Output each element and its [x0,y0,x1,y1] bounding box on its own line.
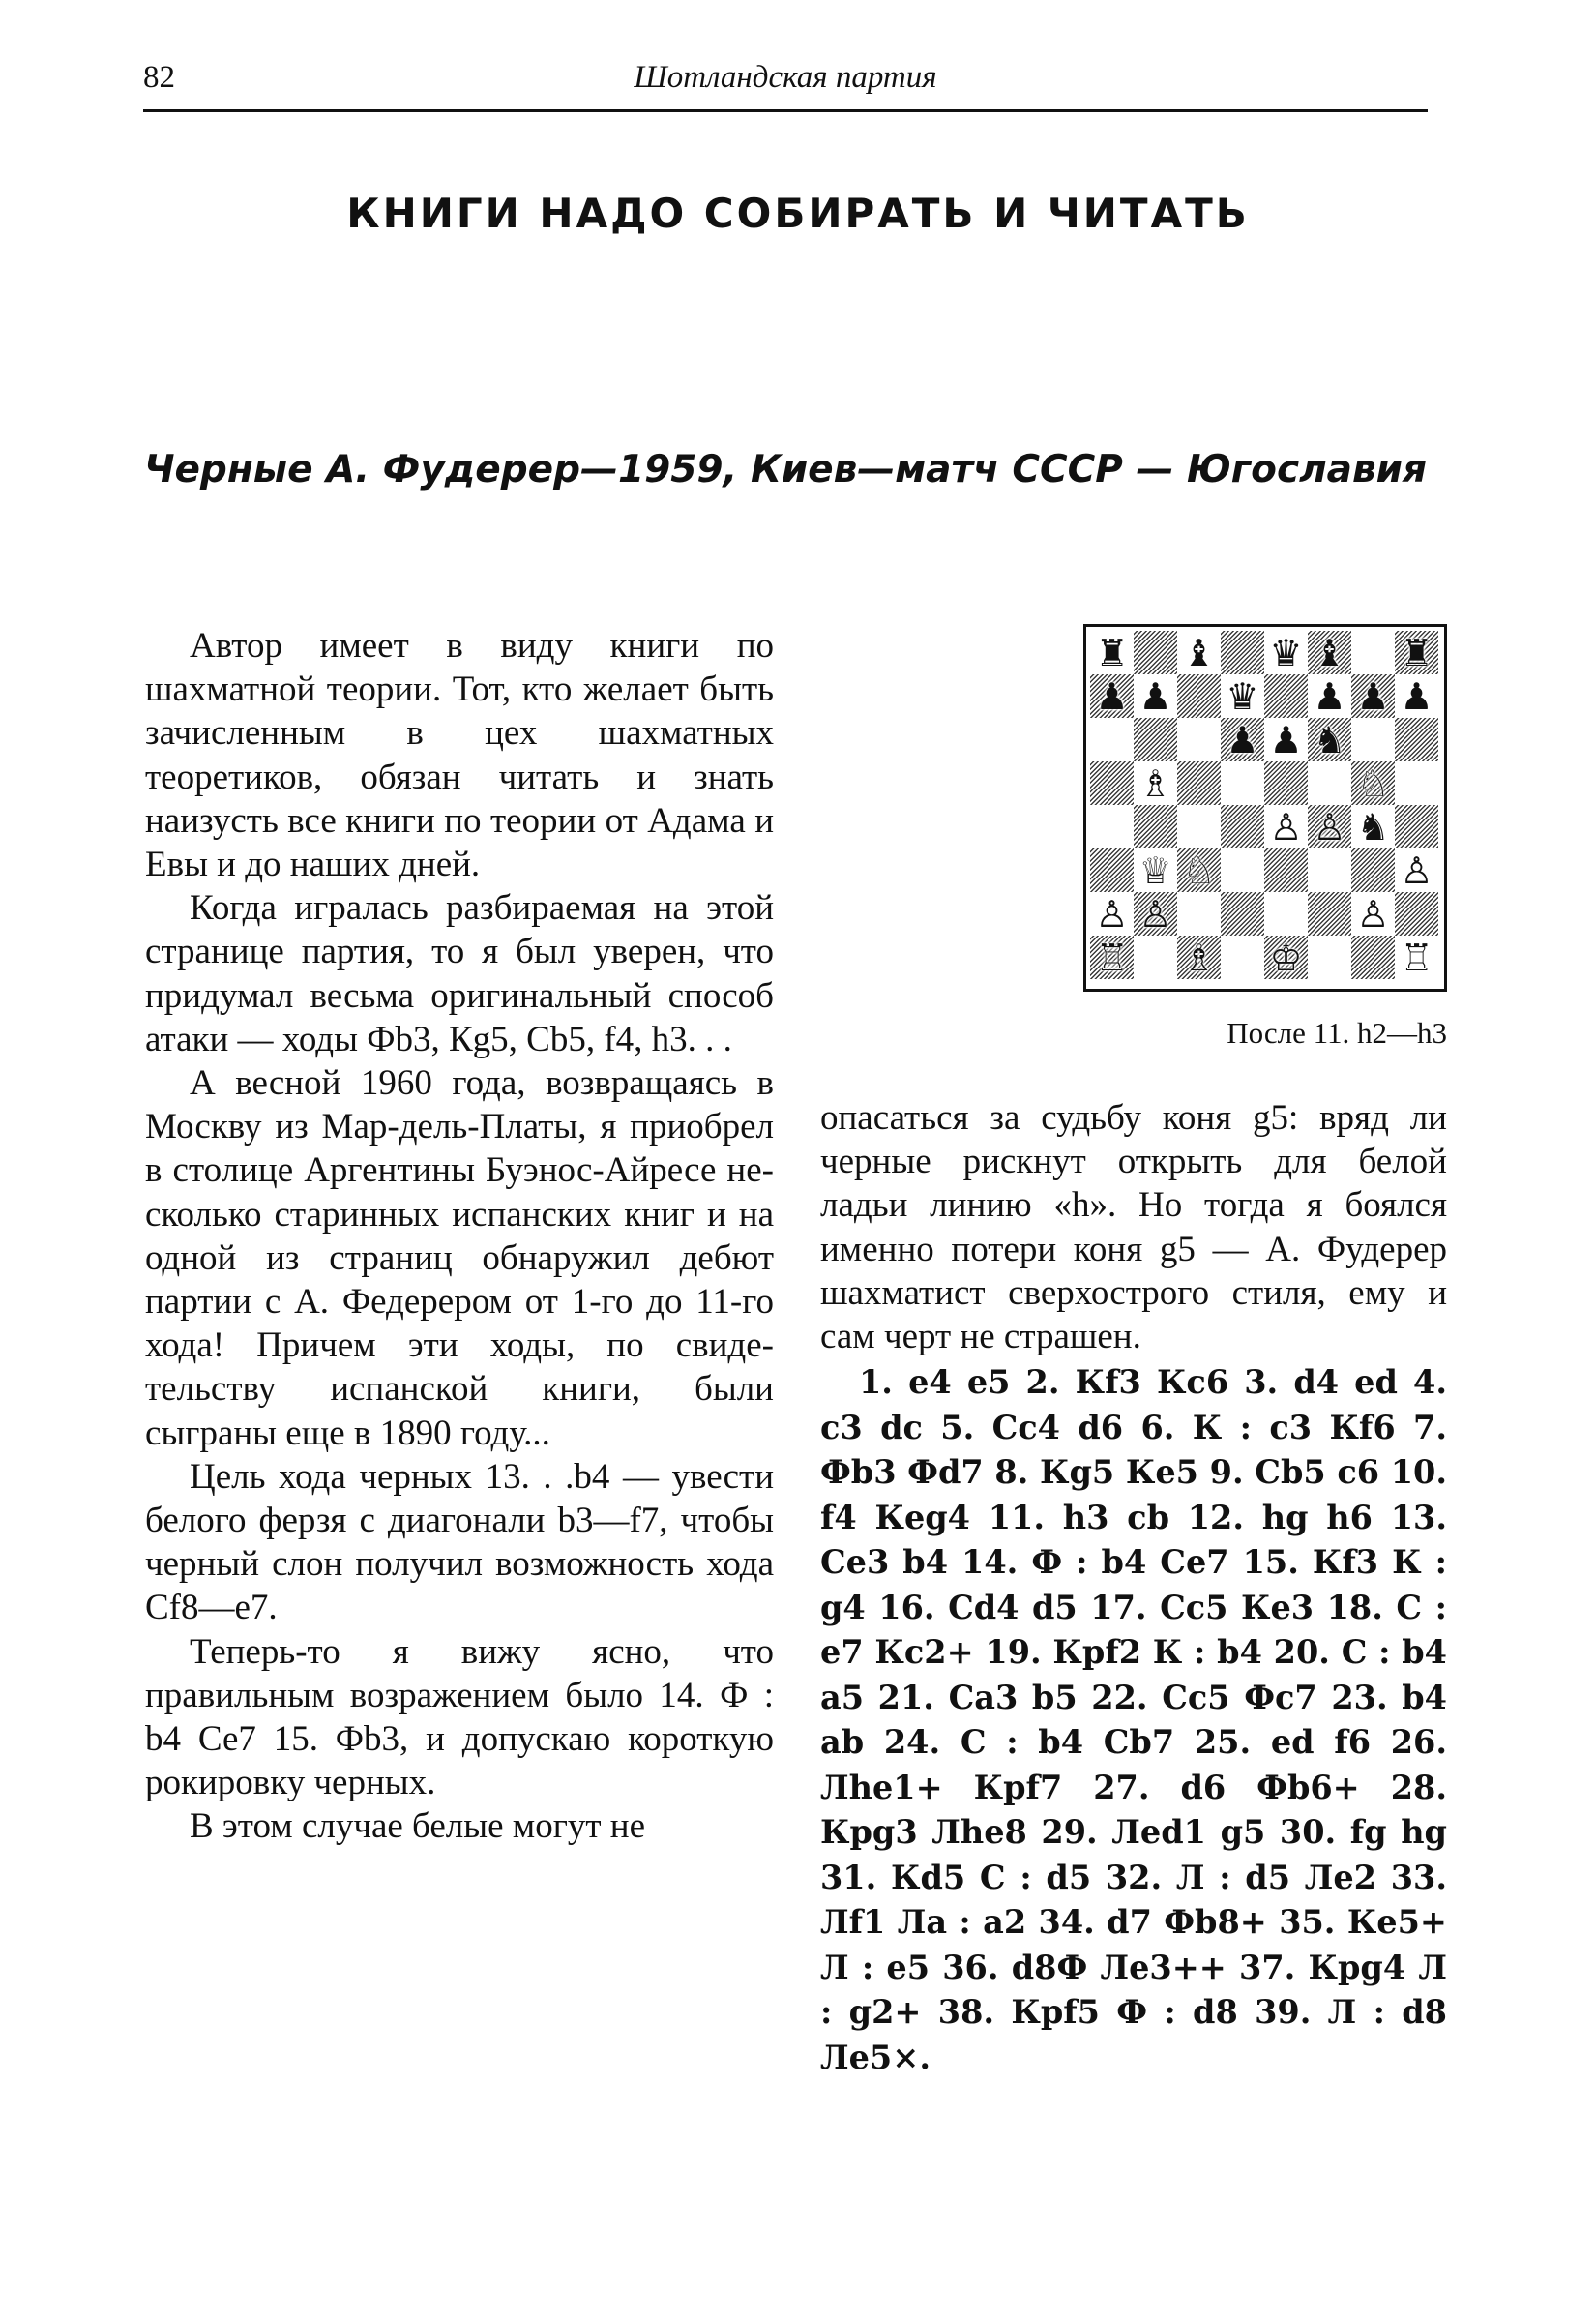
square-d8 [1221,631,1264,674]
chess-piece-icon: ♛ [1269,631,1303,674]
square-e7 [1264,674,1308,718]
paragraph: А весной 1960 года, возвращаясь в Москву из Мар-дель-Платы, я приобрел в столице Аргентины Буэнос-Айресе несколько старинных испанских книг и на одной из страниц обнаружил дебют партии с А. Федерером от 1-го до 11-го хода! Причем эти ходы, по свидетельству испанской книги, были сыграны еще в 1890 году... [145,1063,774,1453]
square-g8 [1351,631,1395,674]
chess-piece-icon: ♞ [1356,805,1390,848]
square-h2 [1395,892,1438,936]
square-c3 [1177,848,1221,892]
header-rule [143,109,1428,112]
square-d3 [1221,848,1264,892]
square-g2 [1351,892,1395,936]
left-column [145,624,774,1849]
running-title: Шотландская партия [634,60,937,95]
chess-piece-icon: ♟ [1095,674,1129,718]
square-b4 [1134,805,1177,848]
chess-piece-icon: ♖ [1095,936,1129,979]
square-f4 [1308,805,1351,848]
chess-piece-icon: ♗ [1182,936,1216,979]
square-c8 [1177,631,1221,674]
square-a1 [1090,936,1134,979]
square-a2 [1090,892,1134,936]
chess-piece-icon: ♜ [1095,631,1129,674]
square-c2 [1177,892,1221,936]
square-d1 [1221,936,1264,979]
square-e5 [1264,761,1308,805]
square-a8 [1090,631,1134,674]
square-h4 [1395,805,1438,848]
square-b7 [1134,674,1177,718]
square-b5 [1134,761,1177,805]
chess-piece-icon: ♟ [1138,674,1172,718]
square-g1 [1351,936,1395,979]
square-e3 [1264,848,1308,892]
square-d4 [1221,805,1264,848]
square-d7 [1221,674,1264,718]
paragraph: Автор имеет в виду книги по шахматной теории. Тот, кто желает быть зачисленным в цех шахматных теоретиков, обязан читать и знать наизусть все книги по теории от Адама и Евы и до наших дней. [145,626,774,885]
square-h7 [1395,674,1438,718]
square-b2 [1134,892,1177,936]
square-d6 [1221,718,1264,761]
diagram-caption: После 11. h2—h3 [1227,1016,1447,1050]
page-number: 82 [143,60,175,95]
square-h8 [1395,631,1438,674]
chess-piece-icon: ♙ [1313,805,1346,848]
square-e2 [1264,892,1308,936]
square-b1 [1134,936,1177,979]
square-f6 [1308,718,1351,761]
square-f2 [1308,892,1351,936]
chess-piece-icon: ♟ [1400,674,1433,718]
square-g5 [1351,761,1395,805]
chess-piece-icon: ♕ [1138,848,1172,892]
square-b3 [1134,848,1177,892]
square-g6 [1351,718,1395,761]
chess-board [1090,631,1438,979]
square-g3 [1351,848,1395,892]
square-b6 [1134,718,1177,761]
square-c1 [1177,936,1221,979]
chess-piece-icon: ♙ [1356,892,1390,936]
square-c7 [1177,674,1221,718]
right-column [820,1096,1447,2080]
square-d2 [1221,892,1264,936]
square-f8 [1308,631,1351,674]
chess-piece-icon: ♘ [1182,848,1216,892]
square-a6 [1090,718,1134,761]
square-d5 [1221,761,1264,805]
paragraph: опасаться за судьбу коня g5: вряд ли черные рискнут открыть для белой ладьи линию «h». Но тогда я боялся именно потери коня g5 — А. Фудерер шахматист сверхострого стиля, ему и сам черт не страшен. [820,1098,1447,1357]
paragraph: Когда игралась разбираемая на этой странице партия, то я был уверен, что придумал весьма оригинальный способ атаки — ходы Фb3, Кg5, Сb5, f4, h3. . . [145,888,774,1059]
chess-piece-icon: ♝ [1182,631,1216,674]
paragraph: Теперь-то я вижу ясно, что правильным возражением было 14. Ф : b4 Се7 15. Фb3, и допускаю короткую рокировку черных. [145,1631,774,1803]
square-h5 [1395,761,1438,805]
paragraph: Цель хода черных 13. . .b4 — увести белого ферзя с диагонали b3—f7, чтобы черный слон получил возможность хода Сf8—e7. [145,1456,774,1628]
chess-piece-icon: ♟ [1313,674,1346,718]
square-h1 [1395,936,1438,979]
chess-piece-icon: ♗ [1138,761,1172,805]
square-c4 [1177,805,1221,848]
chess-piece-icon: ♘ [1356,761,1390,805]
square-a3 [1090,848,1134,892]
chess-piece-icon: ♟ [1269,718,1303,761]
square-h3 [1395,848,1438,892]
square-g7 [1351,674,1395,718]
chess-piece-icon: ♔ [1269,936,1303,979]
paragraph: В этом случае белые могут не [190,1806,646,1847]
chess-diagram [1083,624,1447,992]
game-moves: 1. e4 e5 2. Кf3 Кc6 3. d4 ed 4. c3 dc 5. Сc4 d6 6. К : c3 Кf6 7. Фb3 Фd7 8. Кg5 Кe5 9. Сb5 c6 10. f4 Кeg4 11. h3 cb 12. hg h6 13. Сe3 b4 14. Ф : b4 Сe7 15. Кf3 К : g4 16. Сd4 d5 17. Сc5 Кe3 18. С : e7 Кc2+ 19. Крf2 К : b4 20. С : b4 a5 21. Сa3 b5 22. Сc5 Фc7 23. b4 ab 24. С : b4 Сb7 25. ed f6 26. Лhe1+ Крf7 27. d6 Фb6+ 28. Крg3 Лhe8 29. Лed1 g5 30. fg hg 31. Кd5 С : d5 32. Л : d5 Лe2 33. Лf1 Лa : a2 34. d7 Фb8+ 35. Кe5+ Л : e5 36. d8Ф Лe3++ 37. Крg4 Л : g2+ 38. Крf5 Ф : d8 39. Л : d8 Лe5×. [820,1363,1447,2076]
square-f7 [1308,674,1351,718]
square-c6 [1177,718,1221,761]
square-f3 [1308,848,1351,892]
chess-piece-icon: ♖ [1400,936,1433,979]
square-c5 [1177,761,1221,805]
square-e1 [1264,936,1308,979]
square-e6 [1264,718,1308,761]
square-a7 [1090,674,1134,718]
chapter-title: КНИГИ НАДО СОБИРАТЬ И ЧИТАТЬ [346,190,1250,237]
square-a4 [1090,805,1134,848]
chess-piece-icon: ♜ [1400,631,1433,674]
square-f5 [1308,761,1351,805]
chess-piece-icon: ♟ [1226,718,1259,761]
chess-piece-icon: ♝ [1313,631,1346,674]
chess-piece-icon: ♙ [1138,892,1172,936]
chess-piece-icon: ♟ [1356,674,1390,718]
page-header [143,60,1428,108]
square-f1 [1308,936,1351,979]
game-subtitle: Черные А. Фудерер—1959, Киев—матч СССР — Югославия [143,448,1428,491]
chess-piece-icon: ♞ [1313,718,1346,761]
square-e8 [1264,631,1308,674]
square-h6 [1395,718,1438,761]
square-e4 [1264,805,1308,848]
chess-piece-icon: ♛ [1226,674,1259,718]
chess-piece-icon: ♙ [1095,892,1129,936]
chess-piece-icon: ♙ [1400,848,1433,892]
square-b8 [1134,631,1177,674]
square-g4 [1351,805,1395,848]
square-a5 [1090,761,1134,805]
chess-piece-icon: ♙ [1269,805,1303,848]
